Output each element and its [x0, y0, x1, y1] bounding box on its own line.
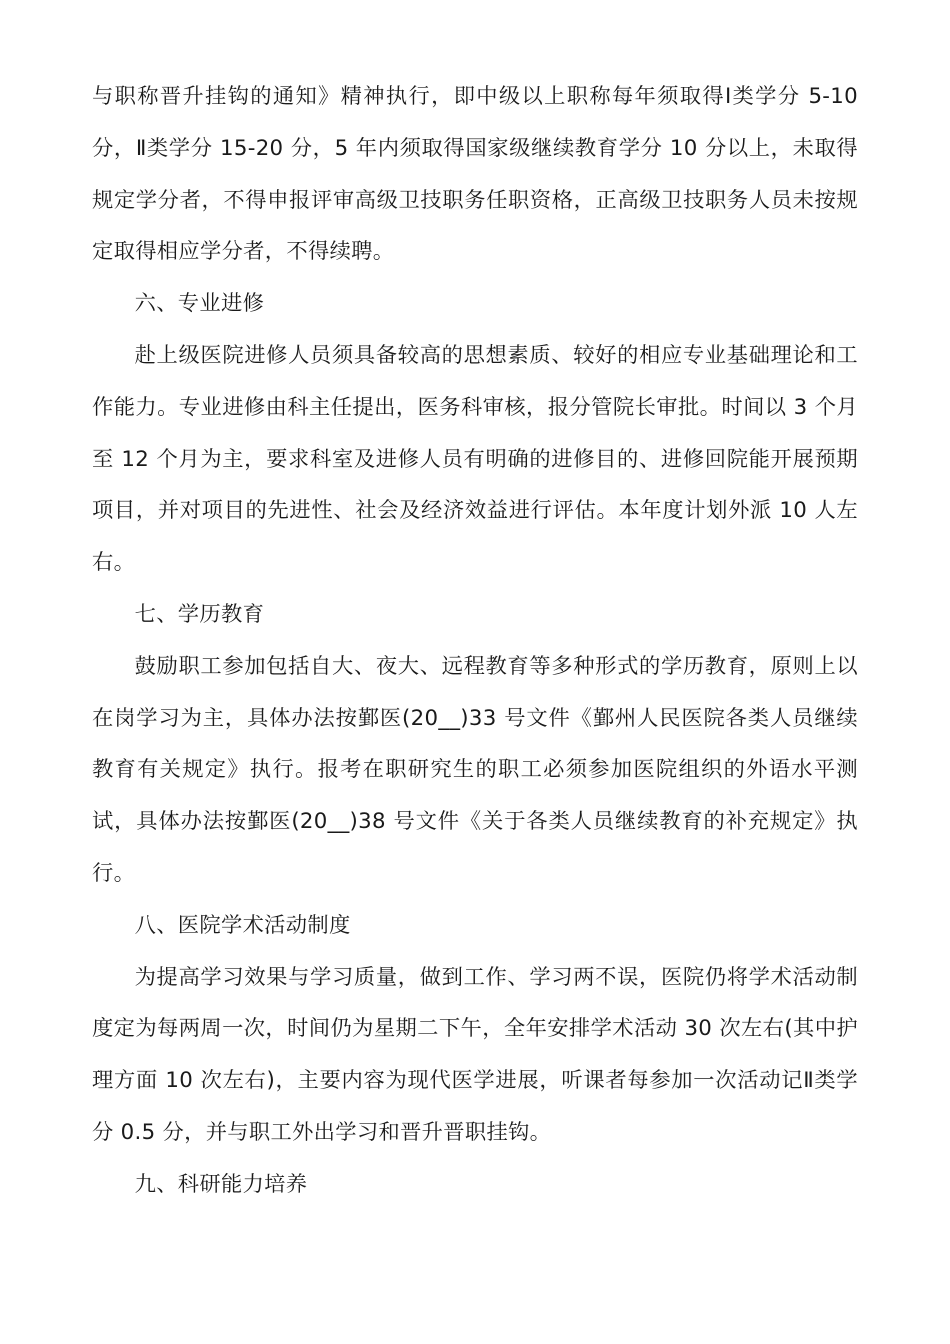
- section-heading-professional-training: 六、专业进修: [134, 291, 265, 317]
- document-page: [92, 71, 858, 1211]
- paragraph-academic-activities: 为提高学习效果与学习质量，做到工作、学习两不误，医院仍将学术活动制度定为每两周一次，时间仍为星期二下午，全年安排学术活动 30 次左右(其中护理方面 10 次左右)，主要内容为现代医学进展，听课者每参加一次活动记Ⅱ类学分 0.5 分，并与职工外出学习和晋升晋职挂钩。: [92, 964, 858, 1145]
- section-heading-research-capability: 九、科研能力培养: [134, 1171, 308, 1197]
- section-heading-academic-activities: 八、医院学术活动制度: [134, 912, 351, 938]
- section-heading-academic-education: 七、学历教育: [134, 601, 265, 627]
- paragraph-academic-education: 鼓励职工参加包括自大、夜大、远程教育等多种形式的学历教育，原则上以在岗学习为主，具体办法按鄞医(20__)33 号文件《鄞州人民医院各类人员继续教育有关规定》执行。报考在职研究生的职工必须参加医院组织的外语水平测试，具体办法按鄞医(20__)38 号文件《关于各类人员继续教育的补充规定》执行。: [92, 653, 858, 886]
- paragraph-professional-training: 赴上级医院进修人员须具备较高的思想素质、较好的相应专业基础理论和工作能力。专业进修由科主任提出，医务科审核，报分管院长审批。时间以 3 个月至 12 个月为主，要求科室及进修人员有明确的进修目的、进修回院能开展预期项目，并对项目的先进性、社会及经济效益进行评估。本年度计划外派 10 人左右。: [92, 342, 858, 576]
- paragraph-credit-requirements: 与职称晋升挂钩的通知》精神执行，即中级以上职称每年须取得Ⅰ类学分 5-10 分，Ⅱ类学分 15-20 分，5 年内须取得国家级继续教育学分 10 分以上，未取得规定学分者，不得申报评审高级卫技职务任职资格，正高级卫技职务人员未按规定取得相应学分者，不得续聘。: [92, 84, 858, 265]
